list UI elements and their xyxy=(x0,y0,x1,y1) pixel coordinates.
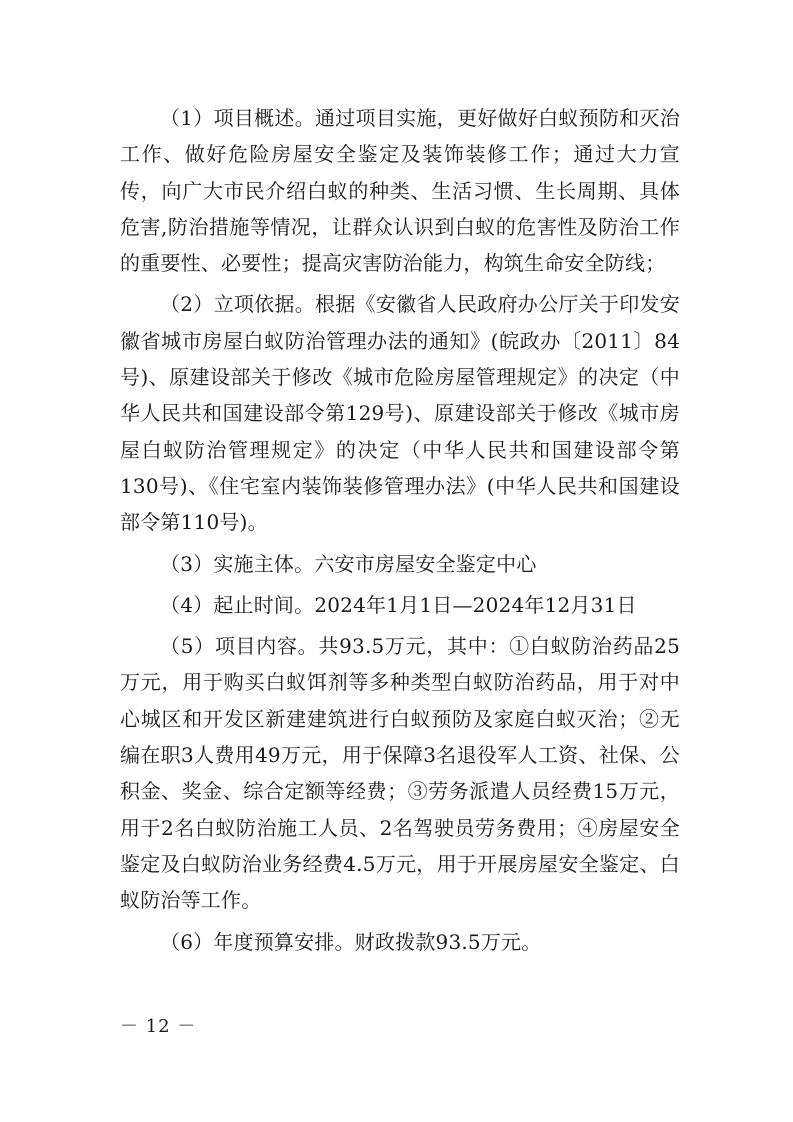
paragraph-project-basis: （2）立项依据。根据《安徽省人民政府办公厅关于印发安徽省城市房屋白蚁防治管理办法的通知》(皖政办〔2011〕84号)、原建设部关于修改《城市危险房屋管理规定》的决定（中华人民共和国建设部令第129号)、原建设部关于修改《城市房屋白蚁防治管理规定》的决定（中华人民共和国建设部令第130号)、《住宅室内装饰装修管理办法》(中华人民共和国建设部令第110号)。 xyxy=(120,292,680,535)
page-number: － 12 － xyxy=(120,1016,197,1037)
paragraph-time-period: （4）起止时间。2024年1月1日—2024年12月31日 xyxy=(160,592,637,617)
paragraph-project-overview: （1）项目概述。通过项目实施，更好做好白蚁预防和灭治工作、做好危险房屋安全鉴定及装饰装修工作；通过大力宣传，向广大市民介绍白蚁的种类、生活习惯、生长周期、具体危害,防治措施等情况，让群众认识到白蚁的危害性及防治工作的重要性、必要性；提高灾害防治能力，构筑生命安全防线； xyxy=(120,106,680,276)
paragraph-annual-budget: （6）年度预算安排。财政拨款93.5万元。 xyxy=(160,929,542,954)
paragraph-implementing-entity: （3）实施主体。六安市房屋安全鉴定中心 xyxy=(160,551,537,576)
paragraph-project-content: （5）项目内容。共93.5万元，其中：①白蚁防治药品25万元，用于购买白蚁饵剂等多种类型白蚁防治药品，用于对中心城区和开发区新建建筑进行白蚁预防及家庭白蚁灭治；②无编在职3人费用49万元，用于保障3名退役军人工资、社保、公积金、奖金、综合定额等经费；③劳务派遣人员经费15万元，用于2名白蚁防治施工人员、2名驾驶员劳务费用；④房屋安全鉴定及白蚁防治业务经费4.5万元，用于开展房屋安全鉴定、白蚁防治等工作。 xyxy=(120,634,680,913)
document-body xyxy=(120,100,680,965)
